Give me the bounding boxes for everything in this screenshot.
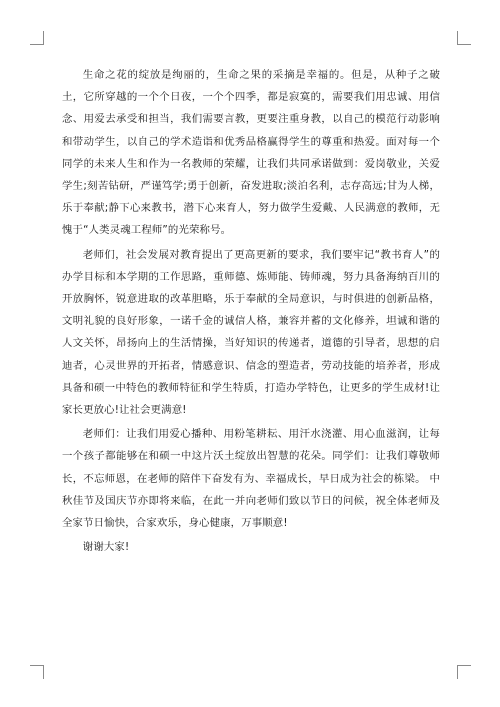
crop-mark-bottom-left — [30, 665, 44, 679]
document-body — [62, 64, 440, 560]
paragraph-3: 老师们：让我们用爱心播种、用粉笔耕耘、用汗水浇灌、用心血滋润，让每一个孩子都能够在和硕一中这片沃土绽放出智慧的花朵。同学们：让我们尊敬师长，不忘师恩，在老师的陪伴下奋发有为、幸福成长，早日成为社会的栋梁。 中秋佳节及国庆节亦即将来临，在此一并向老师们致以节日的问候，祝全体老师及全家节日愉快，合家欢乐，身心健康，万事顺意! — [62, 428, 440, 530]
paragraph-2: 老师们，社会发展对教育提出了更高更新的要求，我们要牢记“教书育人”的办学目标和本学期的工作思路，重师德、炼师能、铸师魂，努力具备海纳百川的开放胸怀，锐意进取的改革胆略，乐于奉献的全局意识，与时俱进的创新品格，文明礼貌的良好形象，一诺千金的诚信人格，兼容并蓄的文化修养，坦诚和谐的人文关怀，昂扬向上的生活情操，当好知识的传递者，道德的引导者，思想的启迪者，心灵世界的开拓者，情感意识、信念的塑造者，劳动技能的培养者，形成具备和硕一中特色的教师特征和学生特质，打造办学特色，让更多的学生成材!让家长更放心!让社会更满意! — [62, 248, 440, 417]
crop-mark-bottom-right — [457, 665, 471, 679]
paragraph-1: 生命之花的绽放是绚丽的，生命之果的采摘是幸福的。但是，从种子之破土，它所穿越的一个个日夜，一个个四季，都是寂寞的，需要我们用忠诚、用信念、用爱去承受和担当，我们需要言教，更要注重身教，以自己的模范行动影响和带动学生，以自己的学术造诣和优秀品格赢得学生的尊重和热爱。面对每一个同学的未来人生和作为一名教师的荣耀，让我们共同承诺做到：爱岗敬业，关爱学生;刻苦钻研，严谨笃学;勇于创新，奋发进取;淡泊名利，志存高远;甘为人梯，乐于奉献;静下心来教书，潜下心来育人，努力做学生爱戴、人民满意的教师，无愧于“人类灵魂工程师”的光荣称号。 — [62, 69, 440, 237]
closing-line: 谢谢大家! — [82, 541, 130, 554]
crop-mark-top-right — [457, 31, 471, 45]
crop-mark-top-left — [30, 31, 44, 45]
